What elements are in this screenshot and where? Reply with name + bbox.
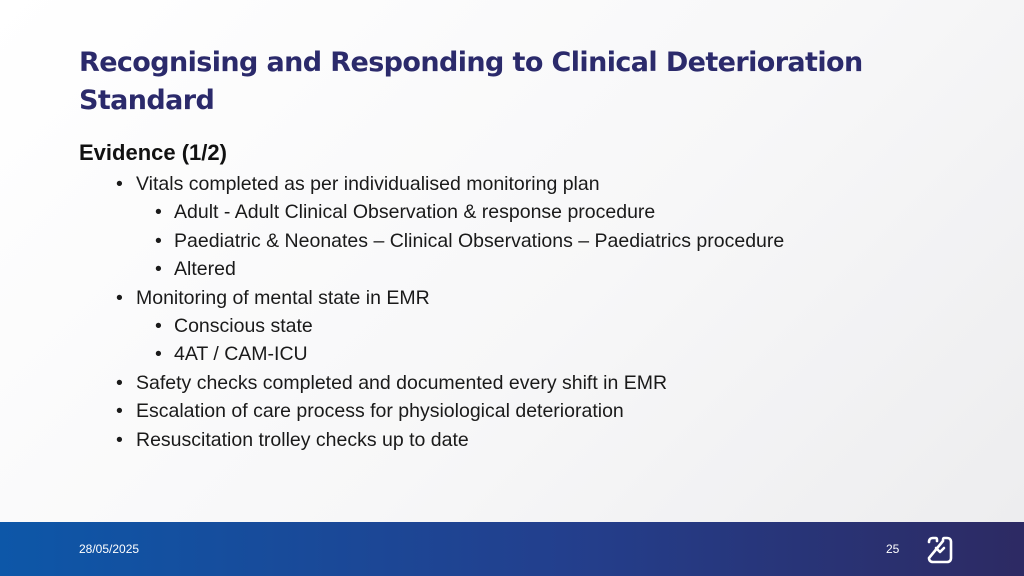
bullet-item: • Safety checks completed and documented every shift in EMR [0, 369, 784, 397]
bullet-list [0, 170, 784, 454]
sub-bullet-item: • Conscious state [0, 312, 784, 340]
sub-bullet-item: • Paediatric & Neonates – Clinical Observations – Paediatrics procedure [0, 227, 784, 255]
footer-bar [0, 522, 1024, 576]
bullet-item: • Monitoring of mental state in EMR [0, 284, 784, 312]
sub-bullet-item: • Adult - Adult Clinical Observation & response procedure [0, 198, 784, 226]
slide-subtitle: Evidence (1/2) [79, 140, 227, 165]
sub-bullet-item: • Altered [0, 255, 784, 283]
bullet-item: • Vitals completed as per individualised monitoring plan [0, 170, 784, 198]
bullet-item: • Resuscitation trolley checks up to date [0, 426, 784, 454]
page-number: 25 [886, 542, 900, 556]
slide-title: Recognising and Responding to Clinical Deterioration Standard [79, 47, 863, 116]
slide-date: 28/05/2025 [79, 542, 140, 556]
organisation-logo-icon [924, 534, 956, 566]
sub-bullet-item: • 4AT / CAM-ICU [0, 340, 784, 368]
bullet-item: • Escalation of care process for physiological deterioration [0, 397, 784, 425]
